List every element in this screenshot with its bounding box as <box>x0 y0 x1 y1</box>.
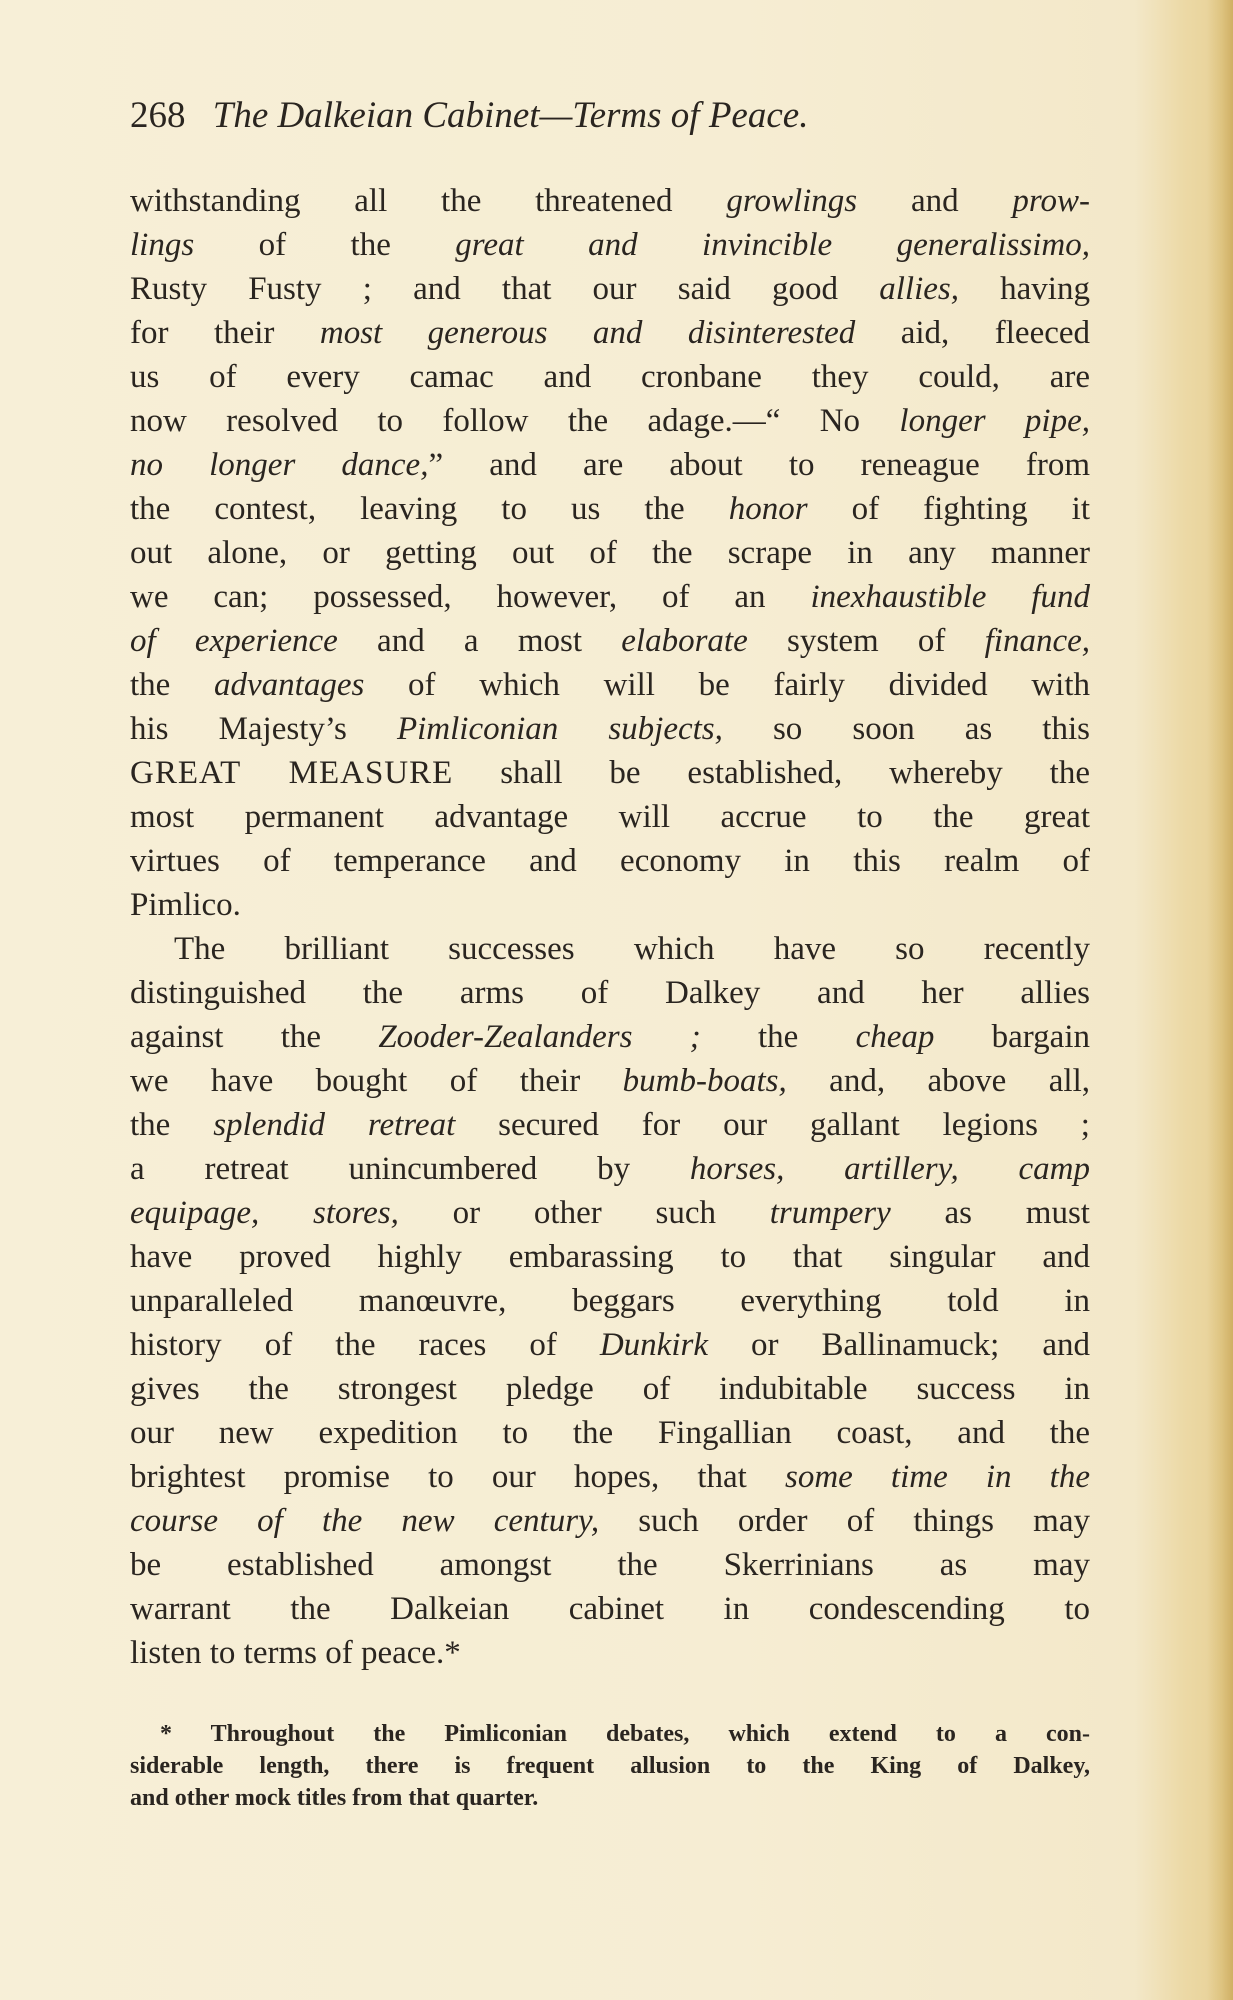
text-segment: and, above all, <box>786 1063 1090 1099</box>
text-line <box>130 751 1090 795</box>
text-line <box>130 795 1090 839</box>
text-segment: of which will be fairly divided with <box>364 667 1090 703</box>
italic-text: trumpery <box>769 1195 891 1231</box>
text-line <box>130 399 1090 443</box>
italic-text: course of the new century, <box>130 1503 600 1539</box>
italic-text: great and invincible generalissimo, <box>455 227 1090 263</box>
text-segment: brightest promise to our hopes, that <box>130 1459 785 1495</box>
text-segment: bargain <box>934 1019 1090 1055</box>
text-line <box>130 531 1090 575</box>
text-line <box>130 1191 1090 1235</box>
text-segment: secured for our gallant legions ; <box>455 1107 1090 1143</box>
text-line <box>130 883 1090 927</box>
text-line <box>130 1411 1090 1455</box>
text-segment: such order of things may <box>599 1503 1090 1539</box>
text-segment: have proved highly embarassing to that singular and <box>130 1239 1090 1275</box>
text-line <box>130 443 1090 487</box>
text-segment: out alone, or getting out of the scrape in any manner <box>130 535 1090 571</box>
italic-text: of experience <box>130 623 338 659</box>
text-line <box>130 927 1090 971</box>
italic-text: allies, <box>879 271 959 307</box>
text-segment: or Ballinamuck; and <box>707 1327 1090 1363</box>
text-line <box>130 223 1090 267</box>
text-segment: most permanent advantage will accrue to the great <box>130 799 1090 835</box>
italic-text: lings <box>130 227 195 263</box>
text-line <box>130 1059 1090 1103</box>
text-line <box>130 707 1090 751</box>
text-segment: as must <box>890 1195 1090 1231</box>
text-line <box>130 1279 1090 1323</box>
text-segment: history of the races of <box>130 1327 600 1363</box>
text-line <box>130 355 1090 399</box>
text-line <box>130 1631 1090 1675</box>
text-line <box>130 1147 1090 1191</box>
text-line <box>130 1587 1090 1631</box>
body-text <box>130 179 1090 1675</box>
italic-text: growlings <box>726 183 858 219</box>
text-segment: his Majesty’s <box>130 711 397 747</box>
text-segment: shall be established, whereby the <box>453 755 1090 791</box>
italic-text: equipage, stores, <box>130 1195 399 1231</box>
text-line <box>130 1543 1090 1587</box>
footnote-line: and other mock titles from that quarter. <box>130 1785 539 1811</box>
text-line <box>130 1103 1090 1147</box>
text-segment: system of <box>747 623 985 659</box>
text-segment: the contest, leaving to us the <box>130 491 729 527</box>
italic-text: longer pipe, <box>899 403 1090 439</box>
text-segment: gives the strongest pledge of indubitable success in <box>130 1371 1090 1407</box>
italic-text: bumb-boats, <box>622 1063 787 1099</box>
text-segment: and a most <box>337 623 622 659</box>
page-edge-shadow <box>1207 0 1233 2000</box>
text-segment: ” and are about to reneague from <box>428 447 1090 483</box>
text-segment: withstanding all the threatened <box>130 183 727 219</box>
italic-text: some time in the <box>784 1459 1091 1495</box>
text-segment: we can; possessed, however, of an <box>130 579 811 615</box>
text-segment: the <box>700 1019 856 1055</box>
italic-text: splendid retreat <box>213 1107 456 1143</box>
text-line <box>130 179 1090 223</box>
text-segment: against the <box>130 1019 379 1055</box>
footnote-line: * Throughout the Pimliconian debates, which extend to a con- <box>160 1721 1090 1747</box>
italic-text: inexhaustible fund <box>810 579 1090 615</box>
text-segment: a retreat unincumbered by <box>130 1151 690 1187</box>
italic-text: Dunkirk <box>599 1327 708 1363</box>
text-line <box>130 1455 1090 1499</box>
text-segment: GREAT MEASURE <box>130 755 454 791</box>
text-segment: now resolved to follow the adage.—“ No <box>130 403 900 439</box>
footnote <box>130 1718 1090 1814</box>
page-number: 268 <box>130 95 186 136</box>
text-line <box>130 575 1090 619</box>
text-segment: The brilliant successes which have so recently <box>174 931 1090 967</box>
italic-text: prow- <box>1012 183 1090 219</box>
text-line <box>130 971 1090 1015</box>
text-line <box>130 487 1090 531</box>
text-segment: our new expedition to the Fingallian coast, and the <box>130 1415 1090 1451</box>
text-line <box>130 1367 1090 1411</box>
text-segment: the <box>130 1107 214 1143</box>
italic-text: finance, <box>984 623 1090 659</box>
text-segment: be established amongst the Skerrinians as may <box>130 1547 1090 1583</box>
italic-text: Pimliconian subjects, <box>396 711 723 747</box>
text-segment: having <box>958 271 1090 307</box>
text-line <box>130 311 1090 355</box>
italic-text: elaborate <box>621 623 748 659</box>
italic-text: horses, artillery, camp <box>689 1151 1091 1187</box>
text-line <box>130 619 1090 663</box>
text-segment: or other such <box>398 1195 770 1231</box>
italic-text: no longer dance, <box>130 447 429 483</box>
text-line <box>130 1015 1090 1059</box>
text-segment: Rusty Fusty ; and that our said good <box>130 271 880 307</box>
text-segment: the <box>130 667 215 703</box>
text-segment: for their <box>130 315 320 351</box>
italic-text: most generous and disinterested <box>319 315 856 351</box>
text-segment: distinguished the arms of Dalkey and her allies <box>130 975 1090 1011</box>
text-segment: unparalleled manœuvre, beggars everything told in <box>130 1283 1090 1319</box>
italic-text: Zooder-Zealanders ; <box>378 1019 701 1055</box>
text-segment: so soon as this <box>722 711 1090 747</box>
text-line <box>130 1499 1090 1543</box>
text-line <box>130 267 1090 311</box>
text-line <box>130 839 1090 883</box>
running-title: The Dalkeian Cabinet—Terms of Peace. <box>212 95 809 136</box>
text-segment: aid, fleeced <box>855 315 1091 351</box>
footnote-line: siderable length, there is frequent allusion to the King of Dalkey, <box>130 1753 1090 1779</box>
italic-text: advantages <box>214 667 365 703</box>
text-segment: of the <box>194 227 456 263</box>
italic-text: cheap <box>855 1019 935 1055</box>
text-line <box>130 663 1090 707</box>
text-segment: Pimlico. <box>130 887 241 923</box>
text-segment: us of every camac and cronbane they could, are <box>130 359 1090 395</box>
text-segment: listen to terms of peace.* <box>130 1635 461 1671</box>
text-segment: of fighting it <box>807 491 1090 527</box>
text-segment: we have bought of their <box>130 1063 623 1099</box>
text-line <box>130 1235 1090 1279</box>
text-segment: warrant the Dalkeian cabinet in condescending to <box>130 1591 1090 1627</box>
italic-text: honor <box>728 491 808 527</box>
running-header <box>130 92 1090 140</box>
text-segment: and <box>857 183 1013 219</box>
text-segment: virtues of temperance and economy in this realm of <box>130 843 1090 879</box>
text-line <box>130 1323 1090 1367</box>
